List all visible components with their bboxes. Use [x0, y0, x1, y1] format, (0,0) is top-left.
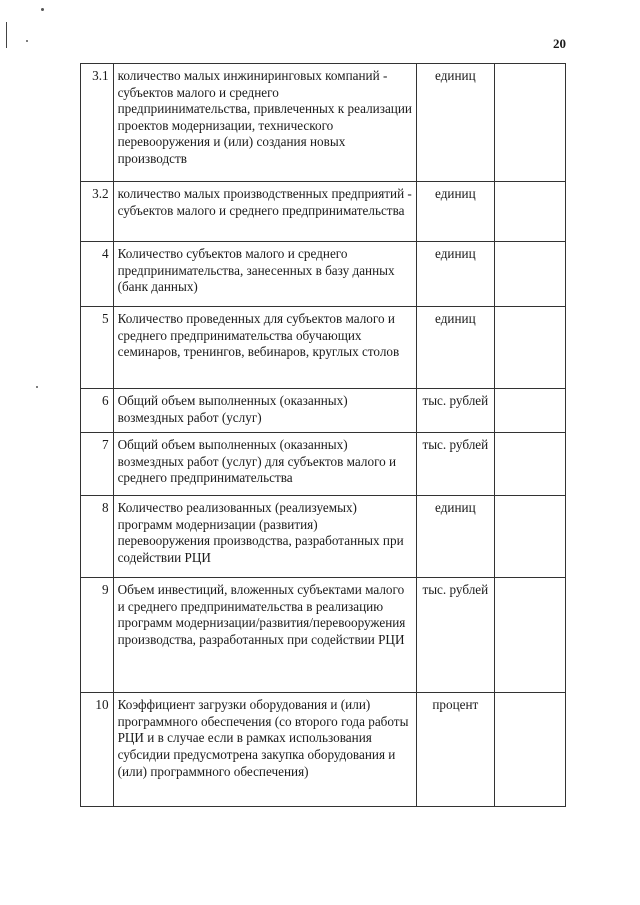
scan-speck: [36, 386, 38, 388]
scan-edge-line: [6, 22, 7, 48]
row-value-cell: [494, 389, 565, 433]
row-description: количество малых производственных предприятий - субъектов малого и среднего предпринимательства: [113, 182, 416, 242]
row-number: 4: [81, 242, 114, 307]
row-unit: единиц: [417, 64, 495, 182]
row-description: Объем инвестиций, вложенных субъектами малого и среднего предпринимательства в реализацию программ модернизации/развития/перевооружения производства, разработанных при содействии РЦИ: [113, 578, 416, 693]
row-description: Коэффициент загрузки оборудования и (или) программного обеспечения (со второго года работы РЦИ и в случае если в рамках использования субсидии предусмотрена закупка оборудования и (или) программного обеспечения): [113, 693, 416, 807]
row-value-cell: [494, 693, 565, 807]
row-number: 8: [81, 496, 114, 578]
indicators-table: [80, 63, 566, 807]
row-unit: тыс. рублей: [417, 433, 495, 496]
row-number: 5: [81, 307, 114, 389]
row-value-cell: [494, 496, 565, 578]
row-value-cell: [494, 433, 565, 496]
table-row: [81, 182, 566, 242]
row-unit: единиц: [417, 182, 495, 242]
scan-speck: [26, 40, 28, 42]
table-row: [81, 64, 566, 182]
table-row: [81, 389, 566, 433]
row-description: количество малых инжиниринговых компаний - субъектов малого и среднего предприинимательства, привлеченных к реализации проектов модернизации, технического перевооружения и (или) создания новых производств: [113, 64, 416, 182]
row-unit: единиц: [417, 496, 495, 578]
row-unit: единиц: [417, 242, 495, 307]
row-number: 10: [81, 693, 114, 807]
row-description: Количество проведенных для субъектов малого и среднего предпринимательства обучающих семинаров, тренингов, вебинаров, круглых столов: [113, 307, 416, 389]
row-number: 7: [81, 433, 114, 496]
row-value-cell: [494, 307, 565, 389]
row-unit: процент: [417, 693, 495, 807]
row-value-cell: [494, 182, 565, 242]
row-description: Количество реализованных (реализуемых) программ модернизации (развития) перевооружения производства, разработанных при содействии РЦИ: [113, 496, 416, 578]
table-row: [81, 496, 566, 578]
table-row: [81, 578, 566, 693]
row-number: 9: [81, 578, 114, 693]
row-description: Количество субъектов малого и среднего предпринимательства, занесенных в базу данных (банк данных): [113, 242, 416, 307]
row-unit: тыс. рублей: [417, 578, 495, 693]
table-row: [81, 693, 566, 807]
table-row: [81, 242, 566, 307]
page-number: 20: [553, 36, 566, 51]
row-unit: тыс. рублей: [417, 389, 495, 433]
row-number: 3.2: [81, 182, 114, 242]
scan-speck: [41, 8, 44, 11]
table-row: [81, 307, 566, 389]
table-row: [81, 433, 566, 496]
row-value-cell: [494, 242, 565, 307]
row-number: 3.1: [81, 64, 114, 182]
row-unit: единиц: [417, 307, 495, 389]
row-value-cell: [494, 578, 565, 693]
row-value-cell: [494, 64, 565, 182]
row-description: Общий объем выполненных (оказанных) возмездных работ (услуг) для субъектов малого и среднего предпринимательства: [113, 433, 416, 496]
row-description: Общий объем выполненных (оказанных) возмездных работ (услуг): [113, 389, 416, 433]
row-number: 6: [81, 389, 114, 433]
